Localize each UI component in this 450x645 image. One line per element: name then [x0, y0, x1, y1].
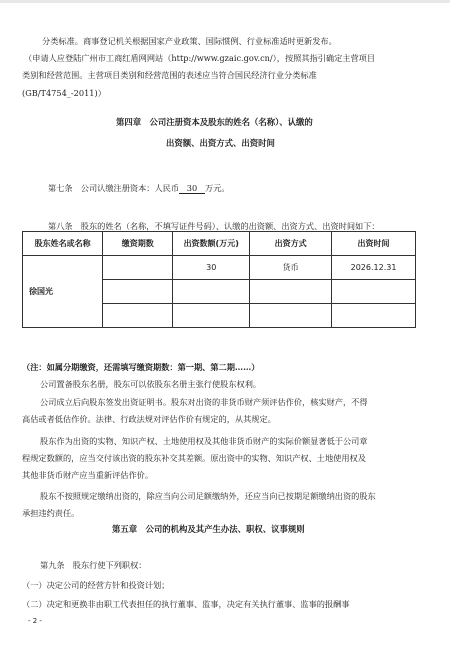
capital-amount: 30 — [179, 184, 205, 194]
text-line: 分类标准。商事登记机关根据国家产业政策、国际惯例、行业标准适时更新发布。 — [42, 36, 337, 46]
table-cell — [173, 304, 250, 328]
text-line: 程规定数额的，应当交付该出资的股东补交其差额。原出资中的实物、知识产权、土地使用权及 — [22, 453, 366, 463]
shareholder-table — [22, 231, 416, 328]
shareholder-name: 徐国光 — [23, 256, 103, 328]
article-7-prefix: 第七条 公司认缴注册资本：人民币 — [48, 183, 180, 193]
table-cell — [103, 280, 173, 304]
header-cell: 出资方式 — [250, 232, 332, 256]
table-cell: 2026.12.31 — [332, 256, 416, 280]
header-cell: 出资时间 — [332, 232, 416, 256]
text-line: 承担违约责任。 — [22, 508, 80, 518]
table-cell — [332, 304, 416, 328]
scan-top-edge — [0, 0, 450, 3]
text-line: 公司置备股东名册，股东可以依股东名册主张行使股东权利。 — [40, 379, 262, 389]
chapter-5-title: 第五章 公司的机构及其产生办法、职权、议事规则 — [112, 524, 305, 534]
list-item: （二）决定和更换非由职工代表担任的执行董事、监事，决定有关执行董事、监事的报酬事 — [22, 599, 350, 609]
header-cell: 股东姓名或名称 — [23, 232, 103, 256]
chapter-4-title: 第四章 公司注册资本及股东的姓名（名称）、认缴的 — [116, 117, 313, 127]
text-line: 其他非货币财产应当重新评估作价。 — [22, 470, 154, 480]
table-cell: 货币 — [250, 256, 332, 280]
article-7-suffix: 万元。 — [205, 183, 230, 193]
table-cell — [250, 280, 332, 304]
text-line: （申请人应登陆广州市工商红盾网网站（http://www.gzaic.gov.cn/），按照其指引确定主营项目 — [24, 53, 376, 63]
table-cell: 30 — [173, 256, 250, 280]
text-line: (GB/T4754_-2011)） — [22, 88, 106, 98]
list-item: （一）决定公司的经营方针和投资计划； — [22, 580, 170, 590]
table-header-row — [23, 232, 416, 256]
text-line: 类别和经营范围。主营项目类别和经营范围的表述应当符合国民经济行业分类标准 — [22, 70, 317, 80]
article-8: 第八条 股东的姓名（名称，不填写证件号码）、认缴的出资额、出资方式、出资时间如下： — [48, 221, 380, 231]
table-cell — [103, 304, 173, 328]
text-line: 股东作为出资的实物、知识产权、土地使用权及其他非货币财产的实际价额显著低于公司章 — [40, 436, 368, 446]
table-row — [23, 256, 416, 280]
header-cell: 出资数额(万元) — [173, 232, 250, 256]
table-cell — [173, 280, 250, 304]
text-line: 公司成立后向股东签发出资证明书。股东对出资的非货币财产须评估作价，核实财产，不得 — [40, 397, 368, 407]
installment-note: （注：如属分期缴资，还需填写缴资期数：第一期、第二期……） — [22, 362, 260, 372]
page-number: - 2 - — [28, 617, 42, 625]
text-line: 高估或者低估作价。法律、行政法规对评估作价有规定的，从其规定。 — [22, 414, 276, 424]
text-line: 股东不按照规定缴纳出资的，除应当向公司足额缴纳外，还应当向已按期足额缴纳出资的股东 — [40, 491, 376, 501]
table-cell — [103, 256, 173, 280]
chapter-4-subtitle: 出资额、出资方式、出资时间 — [166, 138, 275, 148]
article-7 — [48, 183, 230, 194]
table-cell — [332, 280, 416, 304]
header-cell: 缴资期数 — [103, 232, 173, 256]
article-9: 第九条 股东行使下列职权： — [40, 560, 147, 570]
table-cell — [250, 304, 332, 328]
